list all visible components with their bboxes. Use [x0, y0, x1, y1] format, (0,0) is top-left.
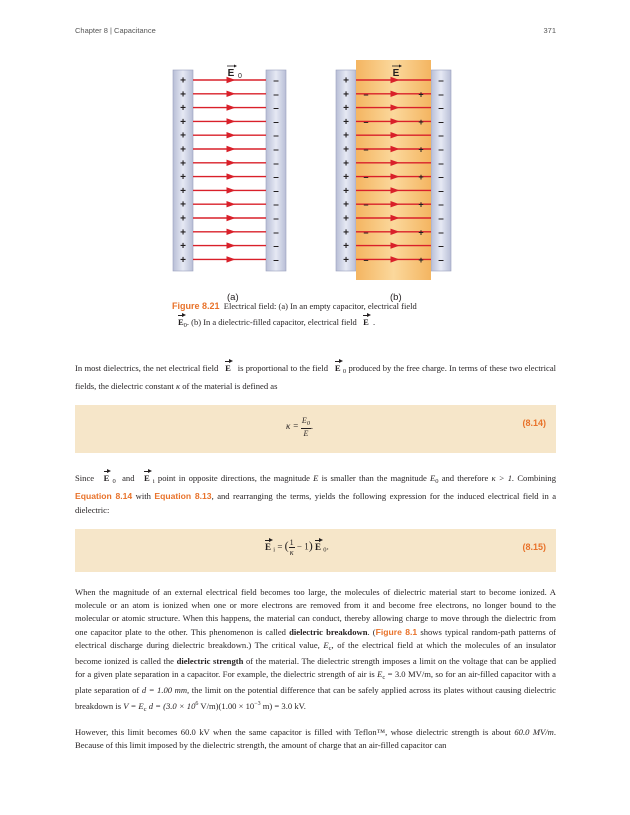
plus-charge: + — [343, 103, 349, 115]
plus-charge: + — [180, 116, 186, 128]
text: is smaller than the magnitude — [321, 473, 427, 483]
field-label-e: E — [392, 68, 400, 79]
minus-charge: – — [273, 241, 279, 253]
induced-minus: – — [363, 144, 369, 155]
field-arrowhead — [227, 104, 236, 110]
plate-separation: d = 1.00 mm, — [141, 685, 190, 696]
plus-charge: + — [180, 130, 186, 142]
plus-charge: + — [180, 227, 186, 239]
plus-charge: + — [343, 172, 349, 184]
field-arrowhead — [227, 187, 236, 193]
voltage-eq-part: V = E — [123, 700, 144, 711]
field-label-e0-subscript: 0 — [238, 73, 242, 80]
minus-charge: – — [273, 75, 279, 87]
field-arrowhead — [227, 160, 236, 166]
plus-charge: + — [180, 172, 186, 184]
equation-box-8-14 — [75, 405, 556, 453]
field-label-e0: E — [227, 68, 235, 79]
paragraph-3 — [75, 586, 556, 716]
subscript: 0 — [306, 420, 311, 427]
text: the limit on the potential difference that can be safely applied across its plates without causing dielectric breakdown is — [75, 685, 556, 711]
subscript: 0 — [112, 478, 116, 485]
subscript: i — [152, 478, 155, 485]
subscript: i — [273, 546, 276, 554]
text: Since — [75, 473, 95, 483]
subscript: 0 — [323, 546, 327, 554]
vector-ei: E — [144, 470, 150, 483]
inequality: κ > 1. — [491, 473, 515, 483]
minus-charge: – — [273, 130, 279, 142]
plus-charge: + — [343, 116, 349, 128]
vector-e0: E — [178, 314, 184, 327]
caption-end: . — [373, 317, 376, 327]
text: and therefore — [441, 473, 489, 483]
kappa-symbol: κ — [175, 381, 181, 392]
minus-charge: – — [438, 227, 444, 239]
text: . ( — [367, 626, 376, 637]
induced-plus: + — [418, 172, 424, 183]
eq-sign: = — [277, 541, 283, 552]
paren-open: ( — [284, 538, 289, 553]
minus-charge: – — [438, 144, 444, 156]
text: with — [135, 491, 151, 502]
eq-minus-one: − 1 — [296, 541, 309, 552]
induced-plus: + — [418, 89, 424, 100]
equation-8-14-link[interactable]: Equation 8.14 — [75, 491, 133, 502]
vector-ei: E — [265, 539, 271, 552]
vector-e: E — [363, 314, 369, 327]
paragraph-4 — [75, 726, 556, 752]
text: Combining — [517, 473, 557, 483]
minus-charge: – — [438, 213, 444, 225]
subscript: c — [143, 705, 147, 713]
field-arrowhead — [227, 256, 236, 262]
plus-charge: + — [180, 254, 186, 266]
text: produced by the free charge. In terms of — [348, 363, 488, 373]
minus-charge: – — [273, 199, 279, 211]
figure-caption-line1 — [172, 300, 417, 312]
paragraph-2 — [75, 470, 556, 518]
vector-e0: E — [335, 360, 341, 373]
paragraph-1 — [75, 360, 556, 393]
eq-fraction — [289, 538, 295, 557]
voltage-eq-part: V/m)(1.00 × 10 — [200, 700, 255, 711]
induced-minus: – — [363, 116, 369, 127]
plus-charge: + — [343, 213, 349, 225]
text: shows typical random-path patterns of electrical discharge during dielectric breakdown.) The critical value, — [75, 626, 556, 650]
vector-e: E — [225, 360, 231, 373]
subscript: c — [382, 674, 386, 682]
minus-charge: – — [273, 254, 279, 266]
minus-charge: – — [438, 130, 444, 142]
field-arrowhead — [227, 132, 236, 138]
induced-minus: – — [363, 172, 369, 183]
field-arrowhead — [227, 215, 236, 221]
text: and — [122, 473, 135, 483]
eq-lhs: κ = — [286, 421, 299, 432]
magnitude-e: E — [313, 473, 319, 483]
figure-8-1-link[interactable]: Figure 8.1 — [375, 626, 418, 637]
eq-end: . — [311, 421, 314, 432]
equation-8-13-link[interactable]: Equation 8.13 — [154, 491, 212, 502]
superscript: −3 — [254, 700, 261, 707]
plus-charge: + — [180, 241, 186, 253]
plus-charge: + — [180, 144, 186, 156]
minus-charge: – — [273, 89, 279, 101]
text: , and rearranging the terms, yields the following expression for — [211, 491, 440, 502]
minus-charge: – — [438, 89, 444, 101]
text: these two electrical fields, the dielectric constant — [75, 363, 557, 392]
paren-close: ) — [308, 538, 313, 553]
minus-charge: – — [438, 241, 444, 253]
eq-numerator: 1 — [289, 538, 294, 547]
field-arrowhead — [227, 146, 236, 152]
minus-charge: – — [273, 116, 279, 128]
vector-e0: E — [104, 470, 110, 483]
voltage-eq-part: m) = 3.0 kV — [262, 700, 304, 711]
plus-charge: + — [343, 199, 349, 211]
plus-charge: + — [343, 185, 349, 197]
minus-charge: – — [438, 75, 444, 87]
eq-end: . — [326, 541, 329, 552]
minus-charge: – — [273, 144, 279, 156]
plus-charge: + — [343, 89, 349, 101]
induced-plus: + — [418, 116, 424, 127]
text: . Because of this limit imposed by the dielectric strength, the amount of charge that an air-filled capacitor can — [75, 727, 556, 751]
plus-charge: + — [180, 158, 186, 170]
minus-charge: – — [273, 213, 279, 225]
plus-charge: + — [180, 75, 186, 87]
field-arrowhead — [227, 229, 236, 235]
field-arrowhead — [227, 118, 236, 124]
vector-e0: E — [315, 539, 321, 552]
capacitor-figure — [168, 60, 468, 303]
minus-charge: – — [438, 172, 444, 184]
voltage-eq-part: d = (3.0 × 10 — [148, 700, 196, 711]
equation-8-14 — [286, 416, 313, 438]
minus-charge: – — [438, 199, 444, 211]
induced-minus: – — [363, 89, 369, 100]
minus-charge: – — [273, 158, 279, 170]
text: the induced electrical field in a dielectric: — [75, 491, 557, 516]
term-dielectric-breakdown: dielectric breakdown — [289, 626, 368, 637]
magnitude-e0: E — [430, 473, 436, 483]
plus-charge: + — [180, 199, 186, 211]
plus-charge: + — [180, 89, 186, 101]
eq-denominator: E — [303, 429, 309, 438]
field-label-e0-vector-head — [234, 65, 237, 68]
equation-box-8-15 — [75, 529, 556, 572]
induced-plus: + — [418, 254, 424, 265]
subscript: 0 — [435, 478, 439, 485]
text: . — [303, 700, 306, 711]
text: of the material is defined as — [182, 381, 278, 392]
induced-minus: – — [363, 199, 369, 210]
plus-charge: + — [343, 158, 349, 170]
minus-charge: – — [273, 227, 279, 239]
minus-charge: – — [273, 185, 279, 197]
text: In most dielectrics, the net electrical field — [75, 363, 219, 373]
subscript: 0 — [342, 368, 347, 375]
minus-charge: – — [438, 254, 444, 266]
panel-label-b: (b) — [390, 292, 402, 303]
text: However, this limit becomes 60.0 kV when the same capacitor is filled with Teflon™, whose dielectric strength is about — [75, 727, 511, 737]
text: of the material. The dielectric strength imposes a limit on the voltage that can be applied for a given plate separation in a capacitor. For example, the dielectric strength of air is — [75, 656, 556, 680]
plus-charge: + — [343, 254, 349, 266]
field-arrowhead — [227, 201, 236, 207]
equation-number-8-15: (8.15) — [522, 542, 546, 552]
subscript: c — [328, 644, 332, 652]
page-number: 371 — [543, 26, 556, 35]
superscript: 6 — [195, 700, 199, 707]
air-strength-value: = 3.0 MV/m — [387, 669, 431, 680]
minus-charge: – — [438, 116, 444, 128]
eq-numerator: E — [301, 416, 307, 425]
text: , of the electrical field at which the molecules of an insulator become ionized is called the — [75, 639, 556, 667]
minus-charge: – — [273, 103, 279, 115]
induced-minus: – — [363, 254, 369, 265]
equation-number-8-14: (8.14) — [522, 418, 546, 428]
text: is proportional to the field — [237, 363, 328, 373]
text: point in opposite directions, the magnitude — [157, 473, 310, 483]
figure-number: Figure 8.21 — [172, 301, 220, 311]
caption-text: Electrical field: (a) In an empty capacitor, electrical field — [223, 301, 417, 311]
teflon-strength: 60.0 MV/m — [514, 727, 554, 737]
eq-fraction — [301, 416, 314, 438]
running-header-chapter: Chapter 8 | Capacitance — [75, 26, 156, 35]
plus-charge: + — [180, 103, 186, 115]
critical-field: E — [323, 639, 329, 650]
plus-charge: + — [343, 227, 349, 239]
air-strength: E — [377, 669, 383, 680]
eq-denominator: κ — [289, 548, 294, 557]
plus-charge: + — [180, 213, 186, 225]
plus-charge: + — [180, 185, 186, 197]
text: When the magnitude of an external electrical field becomes too large, the molecules of dielectric material start to become ionized. A molecule or an atom is ionized when one or more electrons are removed from it and become free electrons, no longer bound to the molecular or atomic structure. When this happens, the material can conduct, thereby allowing charge to move through the dielectric from one capacitor plate to the other. This phenomenon is called — [75, 587, 556, 637]
term-dielectric-strength: dielectric strength — [176, 656, 244, 667]
plus-charge: + — [343, 75, 349, 87]
field-arrowhead — [227, 91, 236, 97]
field-arrowhead — [227, 173, 236, 179]
induced-plus: + — [418, 199, 424, 210]
plus-charge: + — [343, 144, 349, 156]
equation-8-15 — [265, 538, 329, 557]
caption-text: . (b) In a dielectric-filled capacitor, electrical field — [186, 317, 357, 327]
plus-charge: + — [343, 130, 349, 142]
plus-charge: + — [343, 241, 349, 253]
minus-charge: – — [273, 172, 279, 184]
panel-label-a: (a) — [227, 292, 239, 303]
capacitor-diagram — [168, 60, 468, 280]
subscript: 0 — [183, 322, 187, 329]
figure-caption-line2 — [178, 314, 375, 332]
minus-charge: – — [438, 185, 444, 197]
field-arrowhead — [227, 242, 236, 248]
induced-plus: + — [418, 144, 424, 155]
induced-plus: + — [418, 227, 424, 238]
text: , so for an air-filled capacitor with a plate separation of — [75, 669, 556, 696]
minus-charge: – — [438, 158, 444, 170]
induced-minus: – — [363, 227, 369, 238]
minus-charge: – — [438, 103, 444, 115]
